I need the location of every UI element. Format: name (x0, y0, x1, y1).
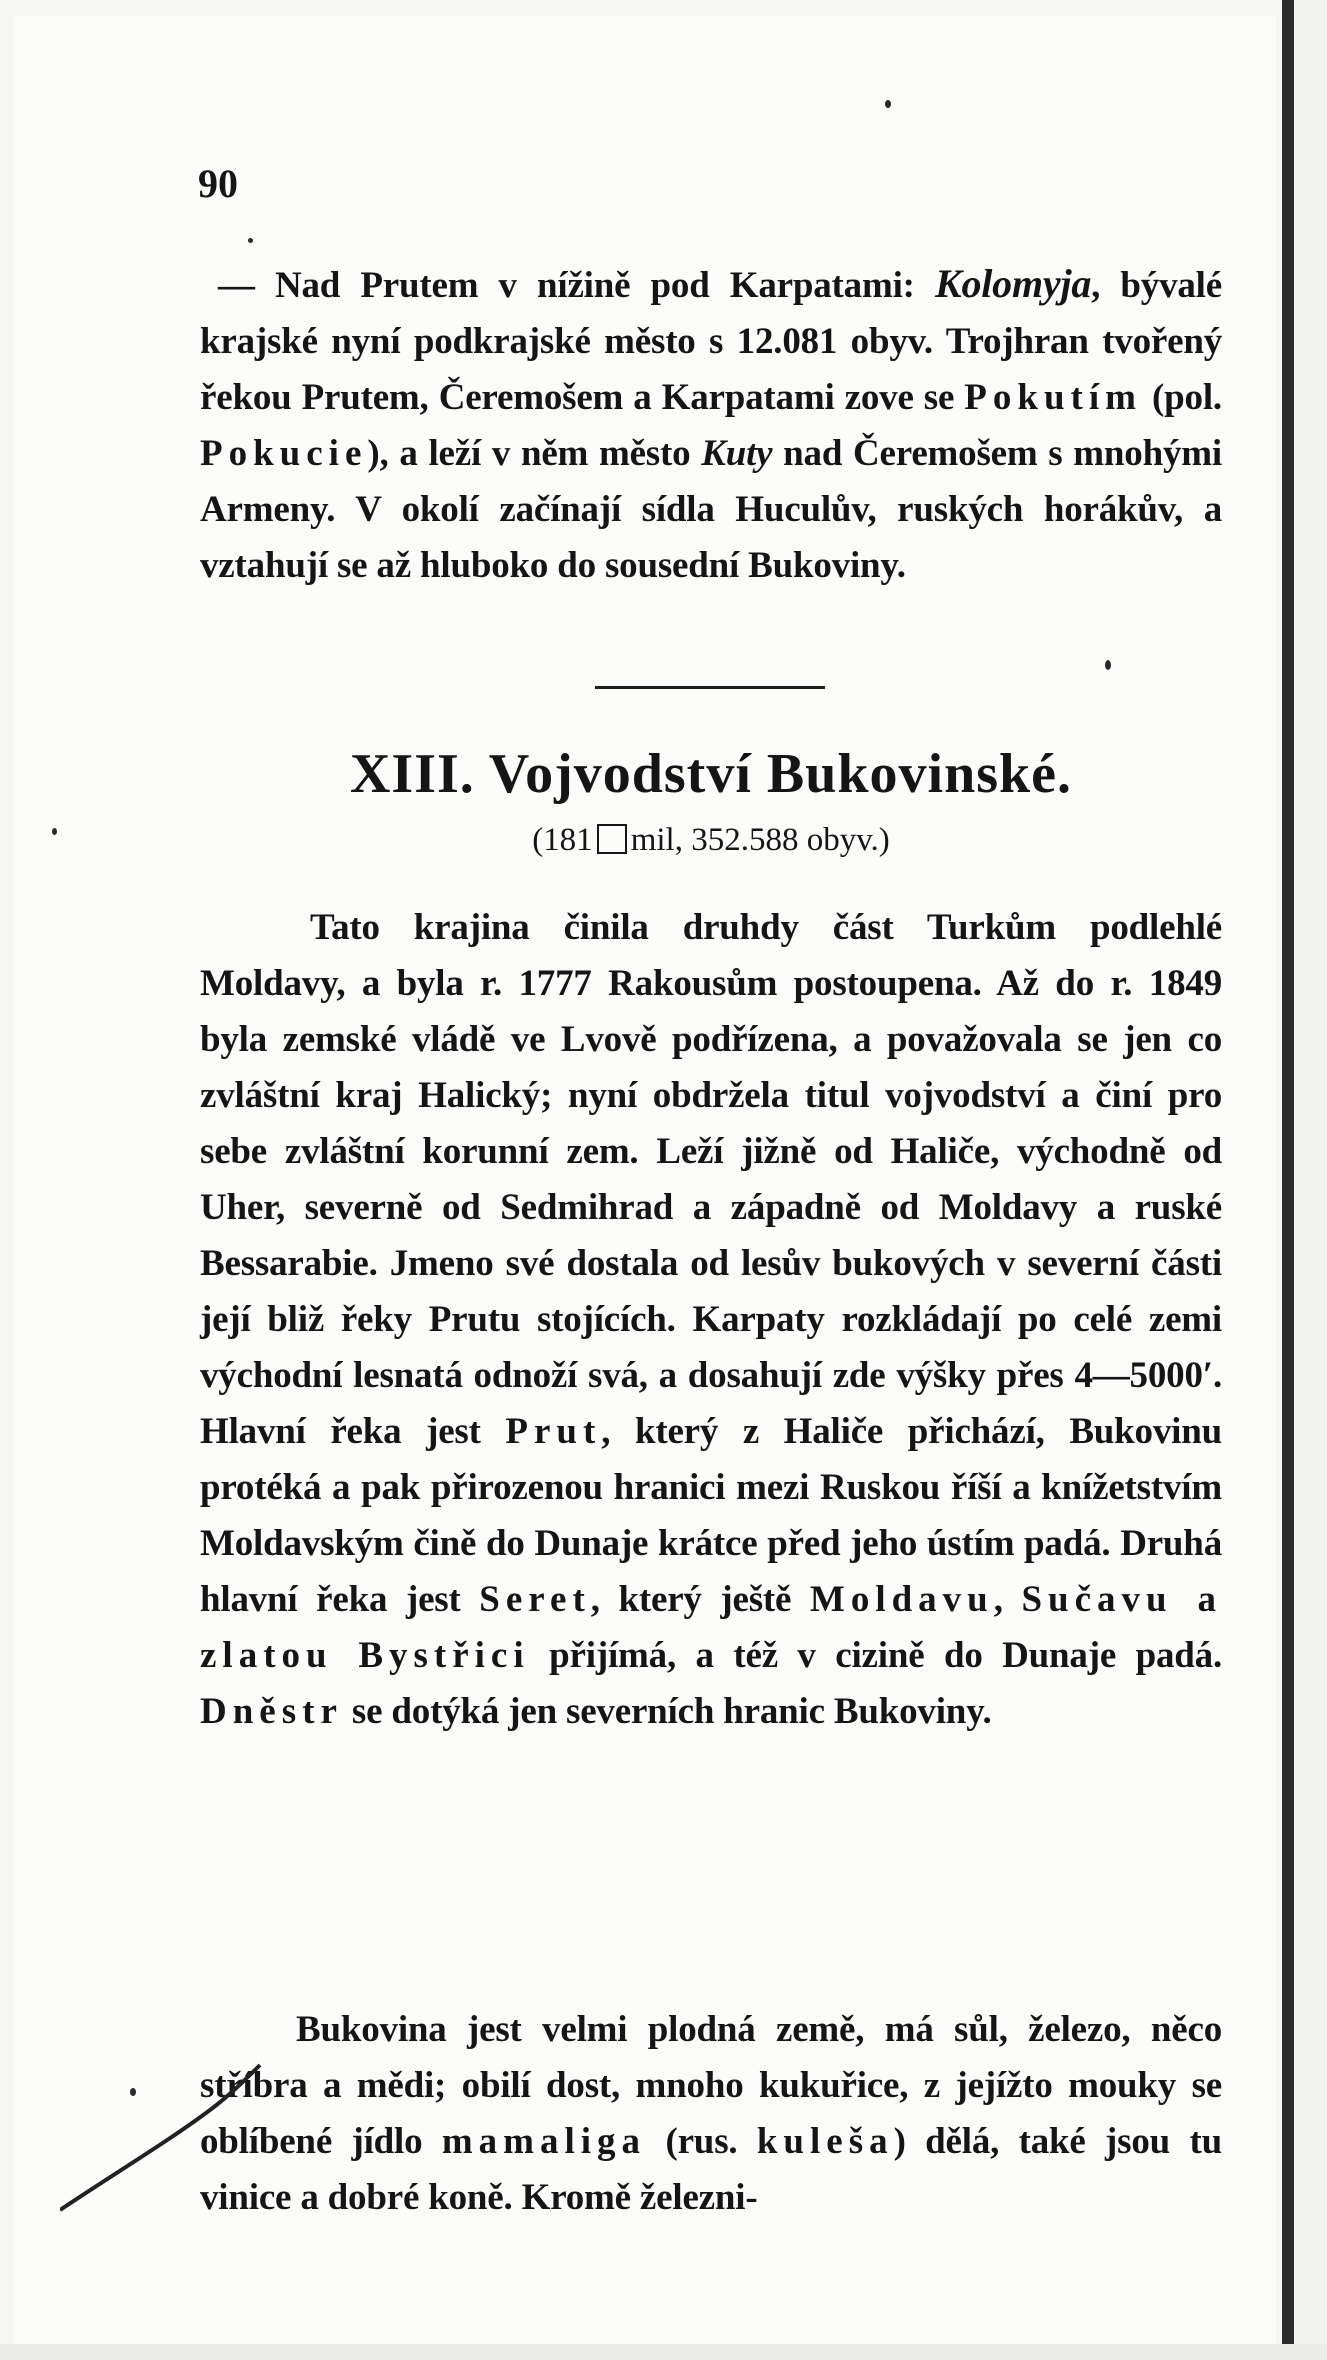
chapter-subtitle (200, 822, 1222, 859)
paragraph-1-text-g: ), a leží v něm město (367, 433, 702, 474)
page-edge-shadow (1282, 0, 1294, 2360)
page-number: 90 (198, 161, 238, 206)
paragraph-1-text-c: , bývalé krajské nyní podkrajské město s 12.081 obyv. Trojhran tvořený řekou Prutem, Čeremošem a Karpatami zove se (200, 265, 1222, 418)
speck (885, 100, 891, 108)
river-prut: Prut (505, 1411, 602, 1452)
chapter-population: mil, 352.588 obyv.) (630, 822, 890, 858)
paragraph-1-text-i: nad Čeremošem s mnohými Armeny. V okolí začínají sídla Huculův, ruských horákův, a vztahují se až hluboko do sousední Bukoviny. (200, 433, 1222, 586)
river-seret: Seret (479, 1579, 591, 1620)
river-sucava: Sučavu (1021, 1579, 1173, 1620)
speck (52, 828, 57, 835)
paragraph-1-text-e: (pol. (1141, 377, 1222, 418)
square-mile-symbol-icon (597, 824, 627, 854)
paragraph-2-text-k: přijímá, a též v cizině do Dunaje padá. (529, 1635, 1223, 1676)
paragraph-2-text-m: se dotýká jen severních hranic Bukoviny. (342, 1691, 992, 1732)
ink-scratch (60, 2060, 320, 2220)
paragraph-kolomyja (200, 256, 1222, 594)
term-mamaliga: mamaliga (441, 2121, 647, 2162)
paragraph-3-text-c: (rus. (646, 2121, 757, 2162)
river-dnestr: Dněstr (200, 1691, 343, 1732)
paragraph-2-text-c: , který z Haliče přichází, Bukovinu protéká a pak přirozenou hranici mezi Ruskou říší a knížetstvím Moldavským čině do Dunaje krátce před jeho ústím padá. Druhá hlavní řeka jest (200, 1411, 1222, 1620)
river-bystrice: Bystřici (358, 1635, 530, 1676)
chapter-title: XIII. Vojvodství Bukovinské. (349, 743, 1073, 805)
paragraph-3-text-a: Bukovina jest velmi plodná země, má sůl, železo, něco stříbra a mědi; obilí dost, mnoho kukuřice, z jejížto mouky se oblíbené jídlo (200, 2009, 1222, 2162)
speck (248, 238, 253, 243)
term-kulesa: kuleša (756, 2121, 894, 2162)
bottom-margin (0, 2344, 1327, 2360)
term-pokucie: Pokucie (200, 433, 368, 474)
chapter-area: (181 (532, 822, 593, 858)
paragraph-bukovina-geography (200, 900, 1222, 1740)
background-margin (1294, 0, 1327, 2360)
paragraph-2-text-a: Tato krajina činila druhdy část Turkům podlehlé Moldavy, a byla r. 1777 Rakousům postoupena. Až do r. 1849 byla zemské vládě ve Lvově podřízena, a považovala se jen co zvláštní kraj Halický; nyní obdržela titul vojvodství a činí pro sebe zvláštní korunní zem. Leží jižně od Haliče, východně od Uher, severně od Sedmihrad a západně od Moldavy a ruské Bessarabie. Jmeno své dostala od lesův bukových v severní části její bliž řeky Prutu stojících. Karpaty rozkládají po celé zemi východní lesnatá odnoží svá, a dosahují zde výšky přes 4—5000′. Hlavní řeka jest (200, 907, 1222, 1452)
speck (1105, 660, 1111, 670)
paragraph-1-text-a: — Nad Prutem v nížině pod Karpatami: (218, 265, 935, 306)
term-pokutim: Pokutím (964, 377, 1142, 418)
scratch-line (60, 2065, 260, 2210)
paragraph-bukovina-resources (200, 2002, 1222, 2226)
paragraph-2-text-e: , který ještě (590, 1579, 810, 1620)
section-divider (595, 686, 825, 689)
place-name-kuty: Kuty (701, 433, 773, 474)
river-moldava: Moldavu (809, 1579, 994, 1620)
paragraph-3-text-e: ) dělá, také jsou tu vinice a dobré koně. Kromě železni- (200, 2121, 1222, 2218)
paragraph-2-text-i: a zlatou (200, 1579, 1222, 1676)
paragraph-2-text-g: , (993, 1579, 1022, 1620)
place-name-kolomyja: Kolomyja (934, 261, 1092, 306)
